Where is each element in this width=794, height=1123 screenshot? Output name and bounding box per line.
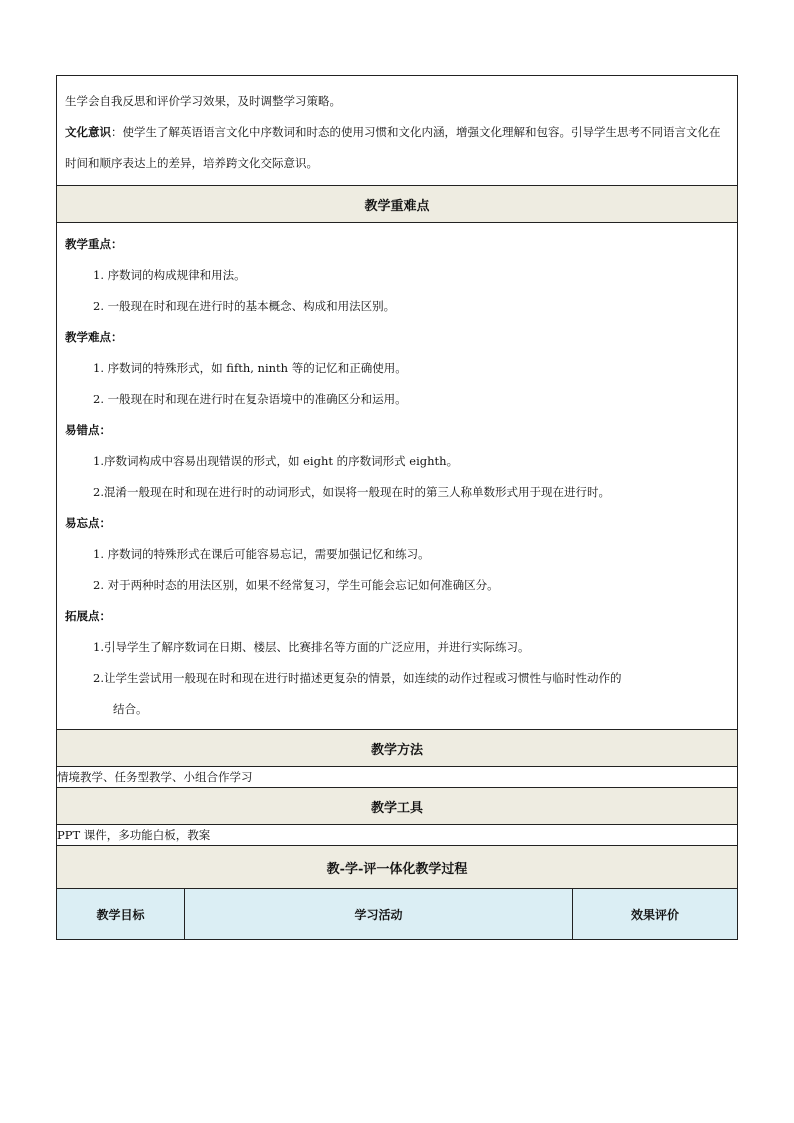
focus-item-2: 2. 一般现在时和现在进行时的基本概念、构成和用法区别。 [93, 299, 396, 313]
intro-cell [57, 76, 738, 186]
culture-text: ：使学生了解英语语言文化中序数词和时态的使用习惯和文化内涵，增强文化理解和包容。引导学生思考不同语言文化在时间和顺序表达上的差异，培养跨文化交际意识。 [65, 125, 721, 170]
methods-heading: 教学方法 [57, 730, 738, 767]
column-evaluation: 效果评价 [573, 889, 738, 940]
extend-item-2: 2.让学生尝试用一般现在时和现在进行时描述更复杂的情景，如连续的动作过程或习惯性与临时性动作的 [93, 671, 622, 685]
difficulty-label: 教学难点： [65, 330, 123, 344]
error-item-1: 1.序数词构成中容易出现错误的形式，如 eight 的序数词形式 eighth。 [93, 454, 459, 468]
tools-heading-row [57, 788, 738, 825]
tools-text: PPT 课件，多功能白板，教案 [57, 825, 738, 846]
column-learning-activity: 学习活动 [185, 889, 573, 940]
tools-heading: 教学工具 [57, 788, 738, 825]
extend-item-1: 1.引导学生了解序数词在日期、楼层、比赛排名等方面的广泛应用，并进行实际练习。 [93, 640, 530, 654]
difficulty-item-2: 2. 一般现在时和现在进行时在复杂语境中的准确区分和运用。 [93, 392, 407, 406]
tools-row [57, 825, 738, 846]
key-points-heading: 教学重难点 [57, 186, 738, 223]
forget-label: 易忘点： [65, 516, 111, 530]
key-points-cell [57, 223, 738, 730]
key-points-heading-row [57, 186, 738, 223]
methods-heading-row [57, 730, 738, 767]
process-columns-row [57, 889, 738, 940]
lesson-plan-table [56, 75, 738, 940]
intro-row [57, 76, 738, 186]
error-label: 易错点： [65, 423, 111, 437]
column-teaching-goal: 教学目标 [57, 889, 185, 940]
focus-label: 教学重点： [65, 237, 123, 251]
methods-text: 情境教学、任务型教学、小组合作学习 [57, 767, 738, 788]
forget-item-1: 1. 序数词的特殊形式在课后可能容易忘记，需要加强记忆和练习。 [93, 547, 430, 561]
intro-line: 生学会自我反思和评价学习效果，及时调整学习策略。 [65, 94, 341, 108]
methods-row [57, 767, 738, 788]
focus-item-1: 1. 序数词的构成规律和用法。 [93, 268, 246, 282]
culture-paragraph [65, 117, 729, 179]
error-item-2: 2.混淆一般现在时和现在进行时的动词形式，如误将一般现在时的第三人称单数形式用于现在进行时。 [93, 485, 610, 499]
process-heading: 教-学-评一体化教学过程 [57, 846, 738, 889]
difficulty-item-1: 1. 序数词的特殊形式，如 fifth, ninth 等的记忆和正确使用。 [93, 361, 407, 375]
forget-item-2: 2. 对于两种时态的用法区别，如果不经常复习，学生可能会忘记如何准确区分。 [93, 578, 499, 592]
extend-label: 拓展点： [65, 609, 111, 623]
extend-item-2-cont: 结合。 [113, 702, 148, 716]
key-points-row [57, 223, 738, 730]
process-heading-row [57, 846, 738, 889]
culture-label: 文化意识 [65, 125, 111, 139]
